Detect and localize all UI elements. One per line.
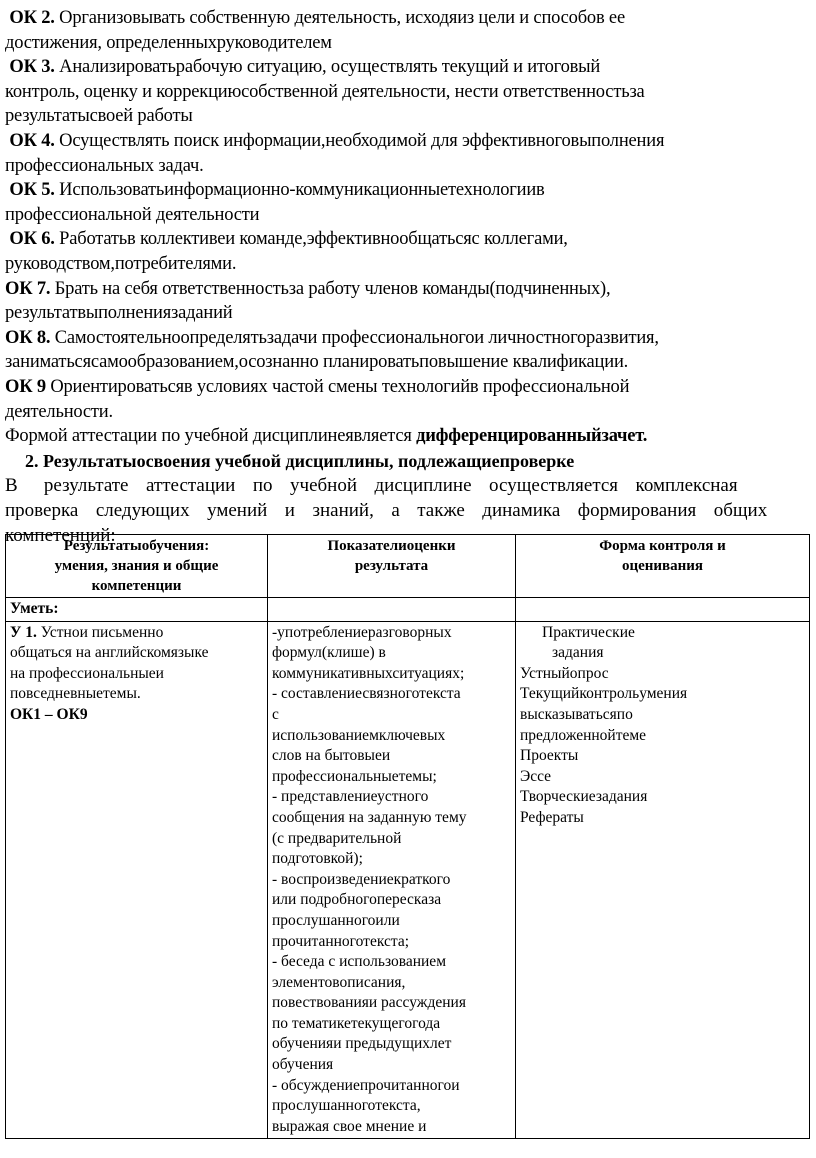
intro-line: проверка следующих умений и знаний, а также динамика формирования общих [5,499,768,521]
competency-text: заниматьсясамообразованием,осознанно планироватьповышение квалификации. [5,352,629,373]
empty-cell [268,598,516,622]
table-row [6,621,810,1139]
control-form-item: предложеннойтеме [520,726,647,744]
competency-code: ОК 8. [5,327,55,348]
section-title: 2. Результатыосвоения учебной дисциплины, подлежащиепроверке [25,450,575,471]
competency-text: профессиональной деятельности [5,204,260,225]
competencies-list [5,6,811,424]
table-section-row [6,598,810,622]
table-header-row [6,535,810,598]
indicator-line: или подробногопересказа [272,891,442,909]
indicator-line: - воспроизведениекраткого [272,870,451,888]
indicator-line: обученияи предыдущихлет [272,1035,452,1053]
skill-line: на профессиональныеи [10,664,164,682]
indicator-line: - беседа с использованием [272,953,446,971]
competency-code: ОК 4. [5,130,60,151]
header-control-form [516,535,810,598]
indicator-line: (с предварительной [272,829,402,847]
indicator-line: элементовописания, [272,973,406,991]
intro-line: В результате аттестации по учебной дисциплине осуществляется комплексная [5,474,738,496]
competency-text: результатвыполнениязаданий [5,303,233,324]
indicator-line: -употреблениеразговорных [272,623,452,641]
header-text: Форма контроля и [599,538,726,554]
indicator-line: подготовкой); [272,850,363,868]
indicator-line: слов на бытовыеи [272,747,391,765]
control-form-item: Устныйопрос [520,664,609,682]
indicator-line: с [272,705,279,723]
control-forms-cell [516,621,810,1139]
competency-text: Брать на себя ответственностьза работу членов команды(подчиненных), [54,278,611,299]
indicator-line: профессиональныетемы; [272,767,437,785]
indicator-line: - представлениеустного [272,788,429,806]
attestation-sentence [5,424,811,449]
competency-text: профессиональных задач. [5,155,204,176]
attestation-form: дифференцированныйзачет. [416,426,648,447]
competency-text: Самостоятельноопределятьзадачи профессиональногои личностногоразвития, [54,327,659,348]
competency-text: достижения, определенныхруководителем [5,32,332,53]
indicator-line: использованиемключевых [272,726,446,744]
results-table [5,534,810,1139]
header-text: компетенции [91,578,182,594]
indicator-line: обучения [272,1056,334,1074]
competence-range: ОК1 – ОК9 [10,705,88,723]
competency-code: ОК 9 [5,376,51,397]
indicator-line: коммуникативныхситуациях; [272,664,465,682]
competency-text: Осуществлять поиск информации,необходимой для эффективноговыполнения [59,130,665,151]
competency-text: руководством,потребителями. [5,253,237,274]
competency-text: контроль, оценку и коррекциюсобственной деятельности, нести ответственностьза [5,81,645,102]
control-form-item: высказыватьсяпо [520,705,633,723]
document-page [5,6,811,548]
competency-code: ОК 3. [5,57,60,78]
header-evaluation-indicators [268,535,516,598]
indicators-cell [268,621,516,1139]
competency-text: Организовывать собственную деятельность, исходяиз цели и способов ее [59,8,625,28]
header-text: Результатыобучения: [63,538,210,554]
indicator-line: сообщения на заданную тему [272,808,467,826]
skill-code: У 1. [10,623,37,641]
competency-code: ОК 2. [5,8,60,28]
indicator-line: по тематикетекущегогода [272,1014,441,1032]
competency-text: результатысвоей работы [5,106,193,127]
competency-item [5,227,811,276]
competency-text: Ориентироватьсяв условиях частой смены технологийв профессиональной [50,376,630,397]
control-form-item: задания [552,644,604,662]
control-form-item: Проекты [520,747,579,765]
competency-code: ОК 5. [5,180,60,201]
header-text: оценивания [621,558,704,574]
control-form-item: Рефераты [520,808,584,826]
empty-cell [516,598,810,622]
skill-line: повседневныетемы. [10,685,141,703]
section-label: Уметь: [6,598,268,622]
competency-code: ОК 6. [5,229,60,250]
competency-item [5,55,811,129]
indicator-line: прослушанноготекста, [272,1097,421,1115]
skill-line [10,623,263,644]
competency-code: ОК 7. [5,278,55,299]
indicator-line: повествованияи рассуждения [272,994,466,1012]
competency-item [5,6,811,55]
control-form-item: Творческиезадания [520,788,648,806]
indicator-line: формул(клише) в [272,644,386,662]
competency-item [5,129,811,178]
indicator-line: - обсуждениепрочитанногои [272,1076,460,1094]
competency-item [5,375,811,424]
header-text: умения, знания и общие [54,558,219,574]
control-form-item: Текущийконтрольумения [520,685,688,703]
indicator-line: - составлениесвязноготекста [272,685,461,703]
indicator-line: прочитанноготекста; [272,932,410,950]
control-form-item: Практические [542,623,635,641]
attestation-prefix: Формой аттестации по учебной дисциплинеявляется [5,426,417,447]
header-text: Показателиоценки [327,538,456,554]
skill-cell [6,621,268,1139]
competency-item [5,277,811,326]
indicator-line: прослушанногоили [272,911,400,929]
competency-text: Использоватьинформационно-коммуникационныетехнологиив [59,180,545,201]
competency-item [5,178,811,227]
skill-text: Устнои письменно [36,623,164,641]
competency-text: Работатьв коллективеи команде,эффективнообщатьсяс коллегами, [59,229,568,250]
competency-item [5,326,811,375]
skill-line: общаться на английскомязыке [10,644,209,662]
control-form-item: Эссе [520,767,552,785]
competency-text: деятельности. [5,401,113,422]
header-text: результата [354,558,429,574]
intro-line: компетенций: [5,524,116,546]
indicator-line: выражая свое мнение и [272,1117,427,1135]
competency-text: Анализироватьрабочую ситуацию, осуществлять текущий и итоговый [59,57,601,78]
header-learning-results [6,535,268,598]
